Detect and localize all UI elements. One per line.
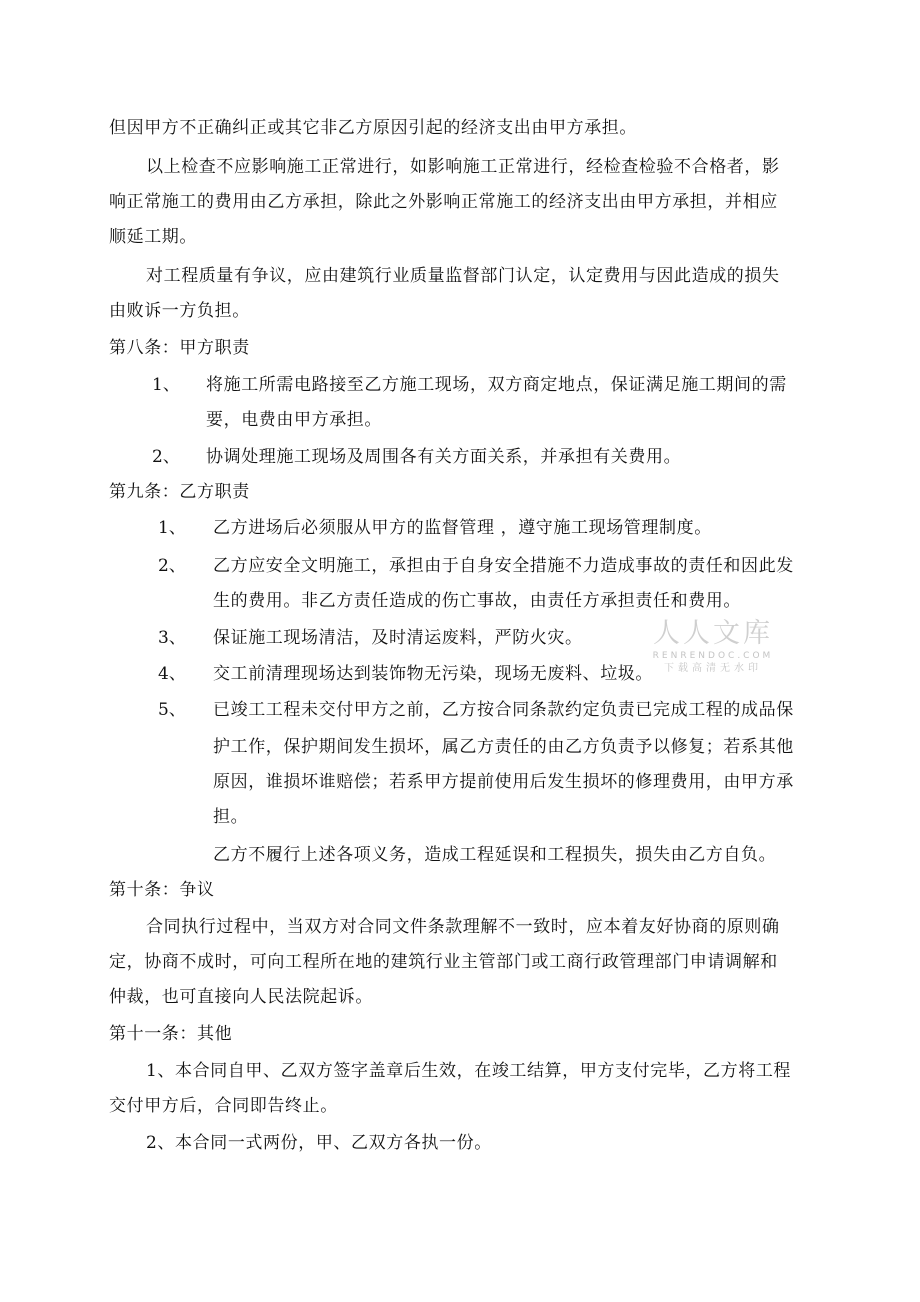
paragraph-line: 对工程质量有争议，应由建筑行业质量监督部门认定，认定费用与因此造成的损失	[146, 266, 780, 286]
watermark-tagline: 下载高清无水印	[664, 663, 762, 674]
paragraph-line: 交付甲方后，合同即告终止。	[109, 1096, 338, 1116]
paragraph-line: 仲裁，也可直接向人民法院起诉。	[109, 987, 373, 1007]
watermark-brand: 人人文库	[653, 618, 773, 649]
list-number: 5、	[158, 700, 186, 720]
paragraph-line: 定，协商不成时，可向工程所在地的建筑行业主管部门或工商行政管理部门申请调解和	[109, 952, 778, 972]
list-item-line: 原因，谁损坏谁赔偿；若系甲方提前使用后发生损坏的修理费用，由甲方承	[213, 772, 794, 792]
list-item-line: 保证施工现场清洁，及时清运废料，严防火灾。	[213, 628, 583, 648]
list-item-line: 担。	[213, 807, 249, 827]
list-item-line: 要，电费由甲方承担。	[206, 410, 382, 430]
list-number: 3、	[158, 628, 186, 648]
list-item-line: 交工前清理现场达到装饰物无污染，现场无废料、垃圾。	[213, 664, 653, 684]
article-11-heading: 第十一条：其他	[109, 1024, 233, 1044]
list-item-line: 护工作，保护期间发生损坏，属乙方责任的由乙方负责予以修复；若系其他	[213, 737, 794, 757]
list-item-line: 乙方进场后必须服从甲方的监督管理 ，遵守施工现场管理制度。	[213, 518, 712, 538]
paragraph-line: 1、本合同自甲、乙双方签字盖章后生效，在竣工结算，甲方支付完毕，乙方将工程	[146, 1061, 792, 1081]
paragraph-line: 由败诉一方负担。	[109, 301, 250, 321]
list-number: 2、	[152, 447, 180, 467]
list-number: 4、	[158, 664, 186, 684]
article-9-closing: 乙方不履行上述各项义务，造成工程延误和工程损失，损失由乙方自负。	[213, 845, 777, 865]
paragraph-line: 2、本合同一式两份，甲、乙双方各执一份。	[146, 1133, 492, 1153]
watermark-logo	[648, 618, 778, 688]
article-8-heading: 第八条：甲方职责	[109, 338, 250, 358]
list-item-line: 将施工所需电路接至乙方施工现场，双方商定地点，保证满足施工期间的需	[206, 375, 787, 395]
paragraph-line: 顺延工期。	[109, 227, 197, 247]
list-item-line: 生的费用。非乙方责任造成的伤亡事故，由责任方承担责任和费用。	[213, 591, 741, 611]
list-number: 1、	[158, 518, 186, 538]
article-10-heading: 第十条：争议	[109, 880, 215, 900]
list-item-line: 乙方应安全文明施工，承担由于自身安全措施不力造成事故的责任和因此发	[213, 556, 794, 576]
paragraph-line: 但因甲方不正确纠正或其它非乙方原因引起的经济支出由甲方承担。	[109, 118, 637, 138]
paragraph-line: 响正常施工的费用由乙方承担，除此之外影响正常施工的经济支出由甲方承担，并相应	[109, 192, 778, 212]
list-number: 1、	[152, 375, 180, 395]
watermark-domain: RENRENDOC.COM	[652, 651, 774, 661]
list-item-line: 已竣工工程未交付甲方之前，乙方按合同条款约定负责已完成工程的成品保	[213, 700, 794, 720]
paragraph-line: 合同执行过程中，当双方对合同文件条款理解不一致时，应本着友好协商的原则确	[146, 917, 780, 937]
paragraph-line: 以上检查不应影响施工正常进行，如影响施工正常进行，经检查检验不合格者，影	[146, 157, 780, 177]
list-number: 2、	[158, 556, 186, 576]
article-9-heading: 第九条：乙方职责	[109, 482, 250, 502]
list-item-line: 协调处理施工现场及周围各有关方面关系，并承担有关费用。	[206, 447, 682, 467]
